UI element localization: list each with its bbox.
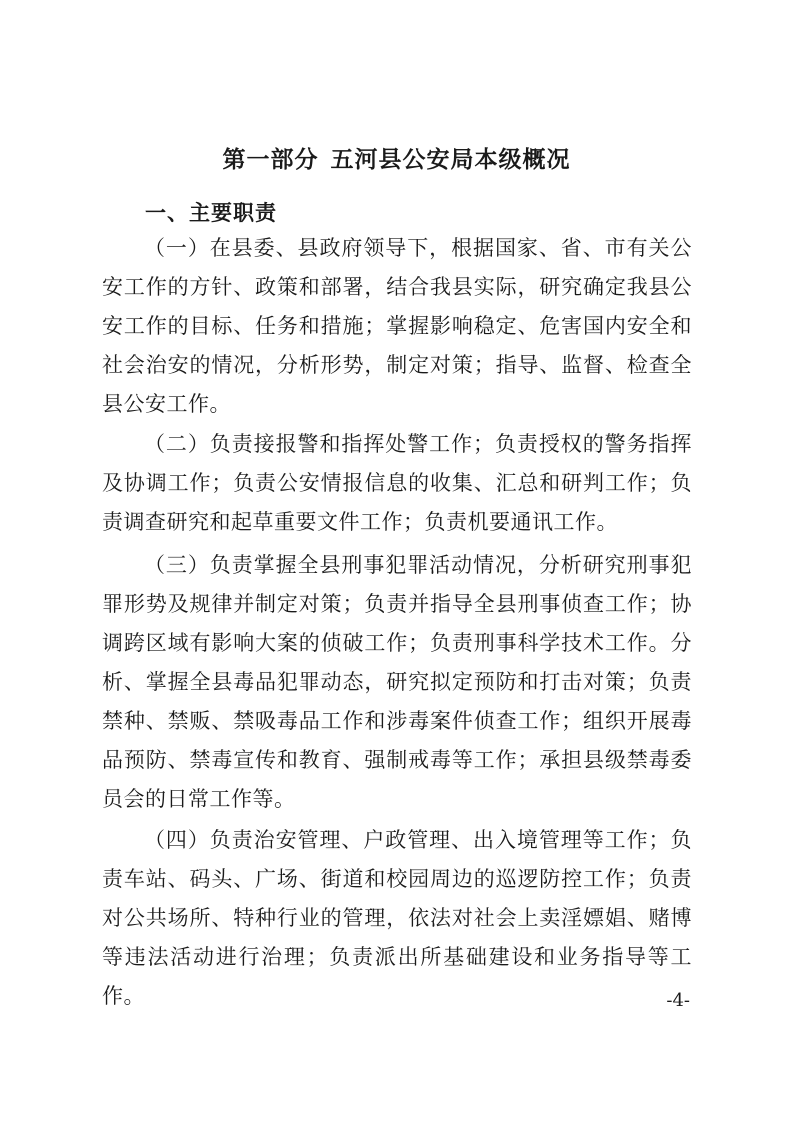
paragraph-duty-4: （四）负责治安管理、户政管理、出入境管理等工作；负责车站、码头、广场、街道和校园周边的巡逻防控工作；负责对公共场所、特种行业的管理，依法对社会上卖淫嫖娼、赌博等违法活动进行治理；负责派出所基础建设和业务指导等工作。 bbox=[102, 828, 692, 1008]
page-title bbox=[0, 143, 793, 177]
paragraph-duty-3: （三）负责掌握全县刑事犯罪活动情况，分析研究刑事犯罪形势及规律并制定对策；负责并指导全县刑事侦查工作；协调跨区域有影响大案的侦破工作；负责刑事科学技术工作。分析、掌握全县毒品犯罪动态，研究拟定预防和打击对策；负责禁种、禁贩、禁吸毒品工作和涉毒案件侦查工作；组织开展毒品预防、禁毒宣传和教育、强制戒毒等工作；承担县级禁毒委员会的日常工作等。 bbox=[102, 553, 692, 811]
paragraph-duty-1: （一）在县委、县政府领导下，根据国家、省、市有关公安工作的方针、政策和部署，结合我县实际，研究确定我县公安工作的目标、任务和措施；掌握影响稳定、危害国内安全和社会治安的情况，分析形势，制定对策；指导、监督、检查全县公安工作。 bbox=[102, 236, 692, 416]
page-number: -4- bbox=[666, 990, 690, 1011]
title-main: 五河县公安局本级概况 bbox=[330, 147, 571, 173]
paragraph-duty-2: （二）负责接报警和指挥处警工作；负责授权的警务指挥及协调工作；负责公安情报信息的收集、汇总和研判工作；负责调查研究和起草重要文件工作；负责机要通讯工作。 bbox=[102, 432, 692, 534]
title-part: 第一部分 bbox=[222, 147, 319, 173]
section-heading: 一、主要职责 bbox=[145, 201, 277, 225]
